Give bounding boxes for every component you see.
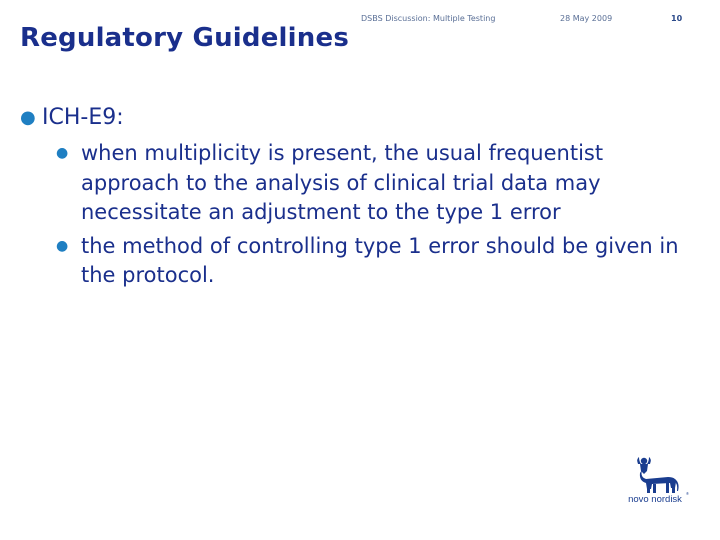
bullet-text: ICH-E9:	[42, 105, 124, 130]
bullet-list	[20, 103, 700, 295]
header-date: 28 May 2009	[560, 14, 613, 23]
sub-bullet-item	[56, 232, 700, 291]
sub-bullet-marker-icon: ●	[56, 145, 69, 161]
sub-bullet-list	[56, 139, 700, 291]
sub-bullet-text: when multiplicity is present, the usual frequentist approach to the analysis of clinical trial data may necessitate an adjustment to the type 1 error	[81, 141, 604, 224]
sub-bullet-item	[56, 139, 700, 228]
logo-text: novo nordisk	[628, 494, 682, 505]
slide-title: Regulatory Guidelines	[20, 23, 349, 53]
bullet-marker-icon: ●	[20, 107, 36, 128]
header-topic: DSBS Discussion: Multiple Testing	[361, 14, 496, 23]
novo-nordisk-logo	[622, 455, 692, 505]
sub-bullet-marker-icon: ●	[56, 237, 69, 254]
apis-bull-logo-icon	[622, 455, 692, 505]
page-number: 10	[671, 14, 683, 23]
svg-text:®: ®	[686, 491, 689, 496]
sub-bullet-text: the method of controlling type 1 error should be given in the protocol.	[81, 233, 679, 287]
bullet-item	[20, 103, 700, 133]
